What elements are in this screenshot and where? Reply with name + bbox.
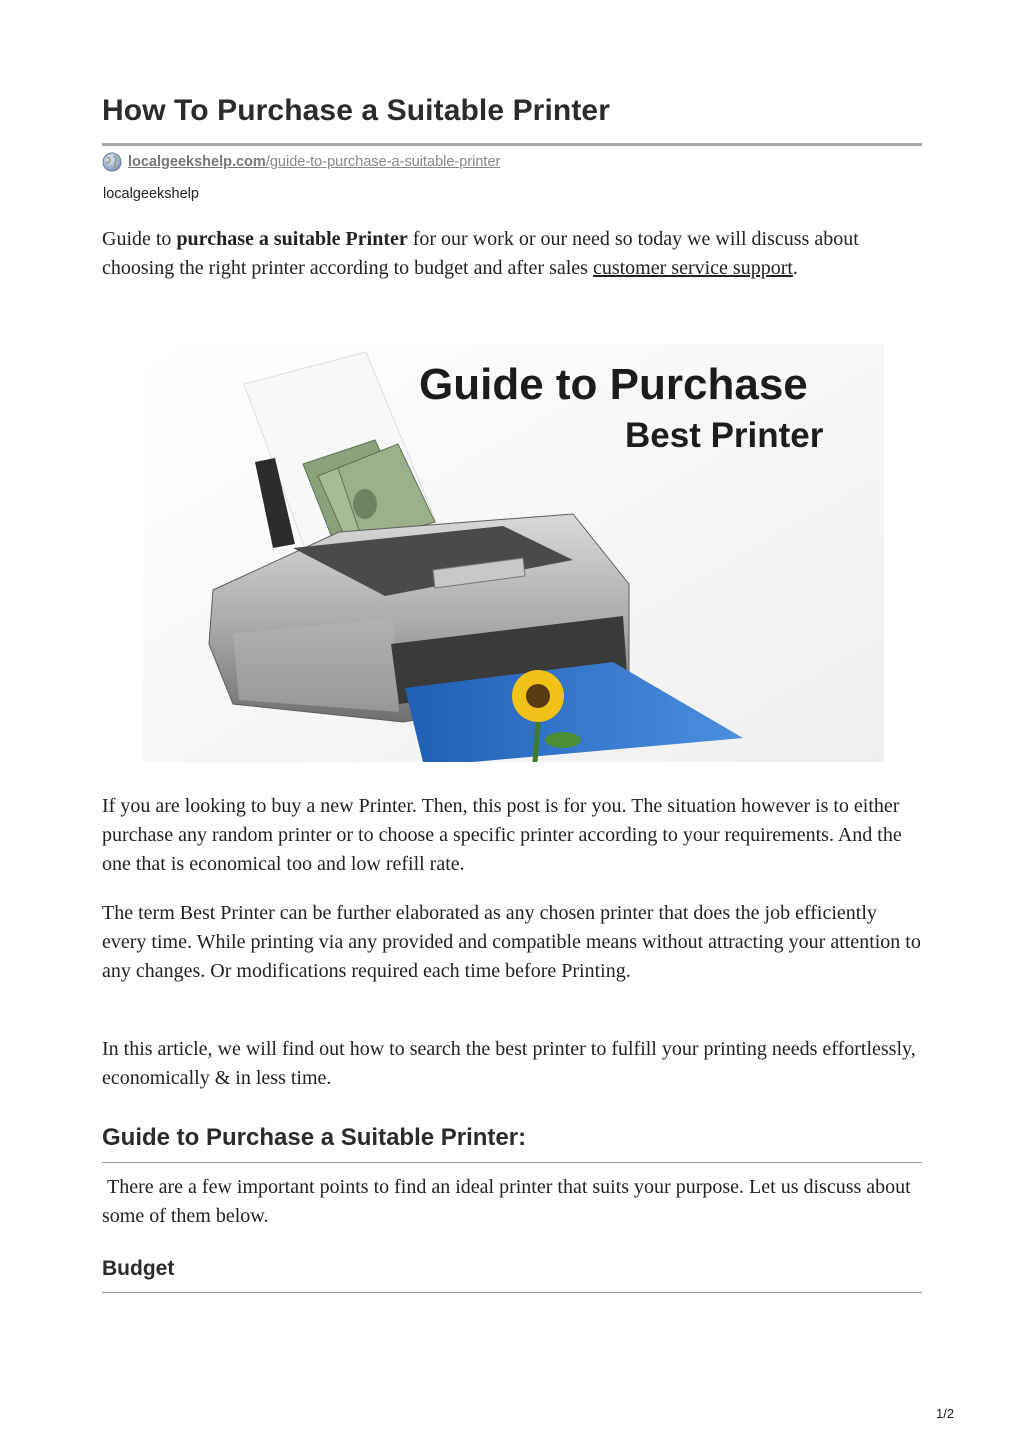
source-line xyxy=(102,152,500,172)
page-title: How To Purchase a Suitable Printer xyxy=(102,94,610,127)
globe-icon xyxy=(102,152,122,172)
body-paragraph-1: If you are looking to buy a new Printer. Then, this post is for you. The situation however is to either purchase any random printer or to choose a specific printer according to your requirements. And the one that is economical too and low refill rate. xyxy=(102,795,902,875)
section-heading: Guide to Purchase a Suitable Printer: xyxy=(102,1124,527,1151)
intro-paragraph xyxy=(102,225,924,283)
subsection-divider xyxy=(102,1292,922,1293)
intro-pre: Guide to xyxy=(102,228,177,250)
title-divider xyxy=(102,143,922,146)
hero-image xyxy=(143,344,884,762)
author-name: localgeekshelp xyxy=(103,186,199,202)
page-number: 1/2 xyxy=(936,1406,955,1421)
source-path-link[interactable]: /guide-to-purchase-a-suitable-printer xyxy=(265,154,501,170)
intro-post: for our work or our need so today we will discuss about choosing the right printer according to budget and after sales xyxy=(102,228,859,279)
hero-title-line1: Guide to Purchase xyxy=(419,360,808,409)
intro-bold: purchase a suitable Printer xyxy=(176,228,408,250)
section-paragraph: There are a few important points to find an ideal printer that suits your purpose. Let us discuss about some of them below. xyxy=(102,1176,916,1227)
subsection-heading-budget: Budget xyxy=(102,1257,175,1280)
hero-title-line2: Best Printer xyxy=(625,416,824,455)
body-paragraph-3: In this article, we will find out how to search the best printer to fulfill your printing needs effortlessly, economically & in less time. xyxy=(102,1038,916,1089)
section-divider xyxy=(102,1162,922,1163)
body-paragraph-2: The term Best Printer can be further elaborated as any chosen printer that does the job efficiently every time. While printing via any provided and compatible means without attracting your attention to any changes. Or modifications required each time before Printing. xyxy=(102,902,921,982)
source-domain-link[interactable]: localgeekshelp.com xyxy=(128,154,266,170)
intro-end: . xyxy=(792,257,798,279)
customer-service-link[interactable]: customer service support xyxy=(592,257,793,279)
